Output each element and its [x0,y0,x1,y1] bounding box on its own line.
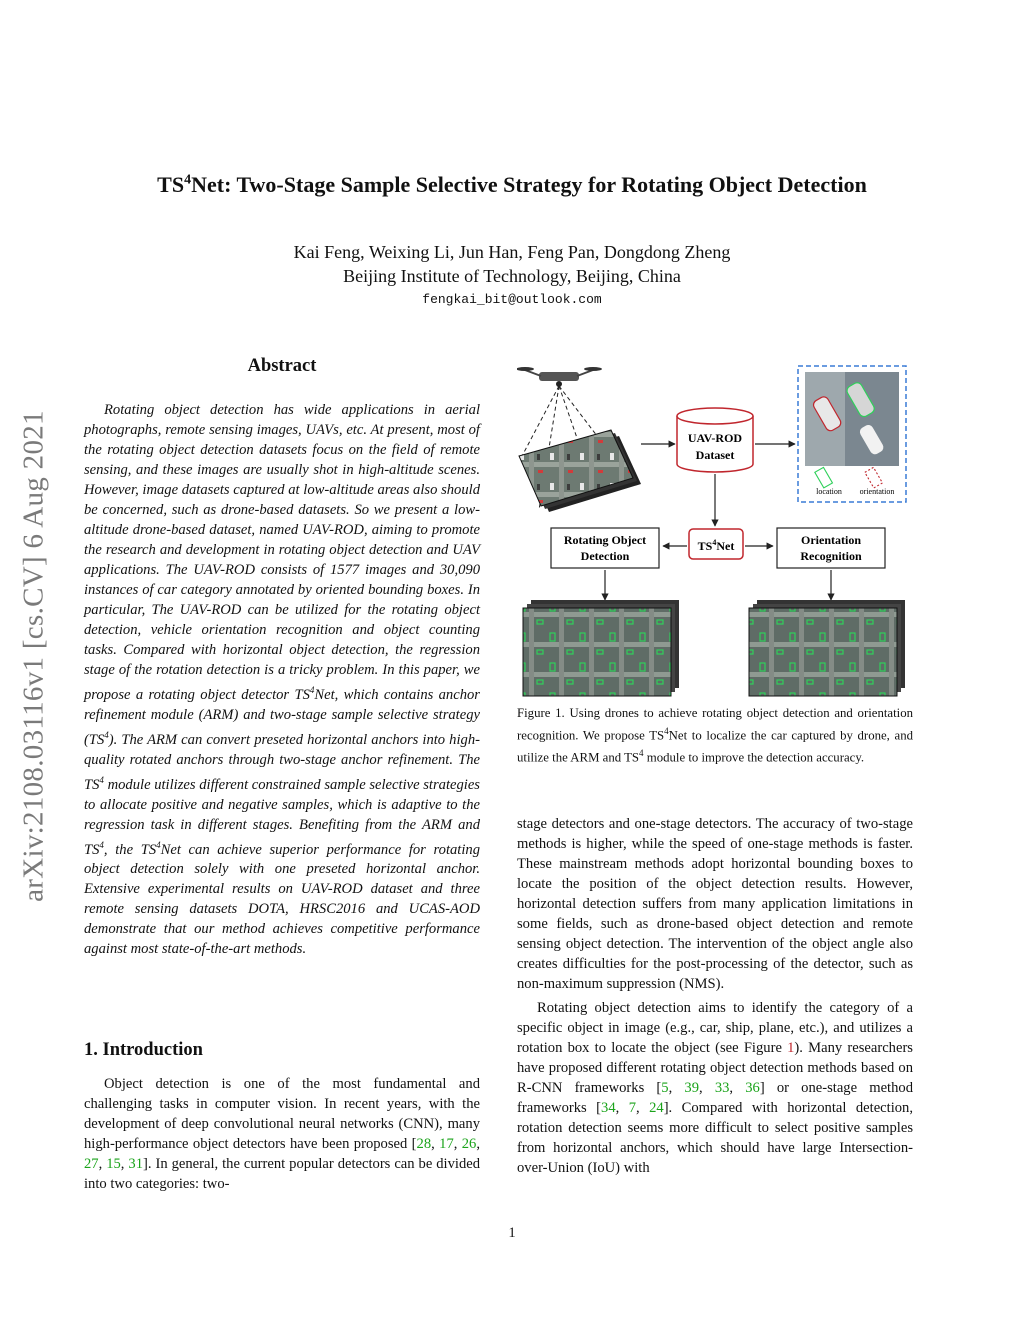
author-list: Kai Feng, Weixing Li, Jun Han, Feng Pan, Dongdong Zheng [293,242,731,262]
rod-label-line2: Detection [580,549,630,563]
citation-link[interactable]: 36 [745,1080,760,1096]
abstract-text-3: ). The ARM can convert preseted horizontal anchors into high-quality rotated anchors through two-stage anchor refinement. The TS [84,731,480,793]
orient-label-line1: Orientation [801,533,861,547]
caption-sup-1: 4 [664,726,669,736]
orientation-result-stack [749,600,905,696]
citation-link[interactable]: 5 [661,1080,669,1096]
caption-text-3: module to improve the detection accuracy. [643,750,865,765]
citation-link[interactable]: 24 [649,1100,664,1116]
tsnet-box [689,529,743,559]
affiliation: Beijing Institute of Technology, Beijing, China [343,266,681,286]
citation-link[interactable]: 28 [416,1136,432,1152]
abstract-text-5: , the TS [103,841,157,858]
title-superscript: 4 [184,172,192,188]
abstract-text-4: module utilizes different constrained sample selective strategies to allocate positive and negative samples, which is adaptive to the regression task in different stages. Benefiting from the ARM and TS [84,776,480,858]
orientation-recognition-box [777,528,885,568]
intro-text-end: ]. In general, the current popular detectors can be divided into two categories: two- [84,1156,481,1192]
sup-2: 4 [104,729,109,740]
tsnet-prefix: TS [697,539,713,553]
citation-link[interactable]: 27 [84,1156,99,1172]
sup-1: 4 [309,685,315,695]
caption-sup-2: 4 [639,748,644,759]
caption-text-2: Net to localize the car captured by drone, and utilize the ARM and TS [517,728,913,765]
detection-result-stack [523,600,679,696]
abstract-text-2: Net, which contains anchor refinement module (ARM) and two-stage sample selective strategy (TS [84,686,480,748]
citation-link[interactable]: 15 [106,1156,121,1172]
author-block [0,240,1024,288]
tsnet-suffix: Net [716,539,735,553]
author-email[interactable]: fengkai_bit@outlook.com [422,292,602,307]
sample-annotation-panel [798,366,906,502]
citation-link[interactable]: 33 [714,1080,730,1096]
body-text: Rotating object detection aims to identify the category of a specific object in image (e.g., car, ship, plane, etc.), and utilizes a rotation box to locate the object (see Figure [517,1000,913,1056]
paper-title [0,172,1024,198]
sup-4: 4 [99,839,104,850]
uav-rod-dataset-cylinder [677,408,753,472]
abstract-body [84,400,480,959]
figure-link[interactable]: 1 [787,1040,795,1056]
abstract-text-6: Net can achieve superior performance for rotating object detection solely with one preseted horizontal anchor. Extensive experimental results on UAV-ROD dataset and three remote sensing datasets DOTA, HRSC2016 and UCAS-AOD demonstrate that our method achieves competitive performance against most state-of-the-art methods. [84,841,480,958]
body-paragraph: stage detectors and one-stage detectors. The accuracy of two-stage methods is higher, while the speed of one-stage methods is faster. These mainstream methods adopt horizontal bounding boxes to locate the position of the object detection results. However, horizontal detection suffers from many application limitations in some fields, such as drone-based object detection and remote sensing object detection. The intervention of the object angle also creates difficulties for the post-processing of the detector, such as non-maximum suppression (NMS). [517,816,913,992]
drone-icon [517,367,602,387]
citation-link[interactable]: 7 [628,1100,636,1116]
orient-label-line2: Recognition [800,549,862,563]
dataset-label-line2: Dataset [695,448,735,462]
citation-link[interactable]: 31 [128,1156,143,1172]
citation-link[interactable]: 26 [461,1136,477,1152]
title-prefix: TS [157,172,185,197]
citation-link[interactable]: 17 [439,1136,454,1152]
title-rest: Net: Two-Stage Sample Selective Strategy for Rotating Object Detection [191,172,867,197]
abstract-text-1: Rotating object detection has wide applications in aerial photographs, remote sensing images, UAVs, etc. At present, most of the rotating object detection datasets focus on the field of remote sensing, and these images are usually shot in high-altitude scenes. However, image datasets captured at low-altitude areas also should be concerned, such as drone-based datasets. So we present a low-altitude drone-based dataset, named UAV-ROD, aiming to promote the research and development in rotating object detection and UAV applications. The UAV-ROD consists of 1577 images and 30,090 instances of car category annotated by oriented bounding boxes. In particular, The UAV-ROD can be utilized for the rotating object detection, vehicle orientation recognition and object counting tasks. Compared with horizontal object detection, the regression stage of the rotation detection is a tricky problem. In this paper, we propose a rotating object detector TS [84,402,480,703]
sup-3: 4 [99,774,104,785]
rod-label-line1: Rotating Object [563,533,647,547]
aerial-image-stack [519,430,641,512]
arxiv-identifier [14,356,54,956]
citation-link[interactable]: 39 [684,1080,699,1096]
sup-5: 4 [156,839,161,850]
dataset-label-line1: UAV-ROD [687,431,743,445]
body-text: ] or one-stage method frameworks [ [517,1080,914,1116]
arxiv-identifier-text: arXiv:2108.03116v1 [cs.CV] 6 Aug 2021 [17,410,50,902]
body-text: ]. Compared with horizontal detection, rotation detection seems more difficult to select positive samples from horizontal anchors, which should have large Intersection-over-Union (IoU) with [517,1100,914,1176]
legend-location: location [816,487,842,496]
rotating-detection-box [551,528,659,568]
legend-orientation: orientation [859,487,895,496]
abstract-paragraph [84,400,480,959]
intro-paragraph: Object detection is one of the most fundamental and challenging tasks in computer vision. In recent years, with the development of deep convolutional neural networks (CNN), many high-performance object detectors have been proposed [28, 17, 26, 27, 15, 31]. In general, the current popular detectors can be divided into two categories: two- [84,1076,481,1192]
abstract-heading: Abstract [247,356,317,376]
body-text: ). Many researchers have proposed different rotating object detection methods based on R-CNN frameworks [ [517,1040,913,1096]
intro-text: Object detection is one of the most fundamental and challenging tasks in computer vision. In recent years, with the development of deep convolutional neural networks (CNN), many high-performance object detectors have been proposed [ [84,1076,480,1152]
figure-1-caption [517,704,913,767]
body-paragraph: Rotating object detection aims to identify the category of a specific object in image (e.g., car, ship, plane, etc.), and utilizes a rotation box to locate the object (see Figure 1). Many researchers have proposed different rotating object detection methods based on R-CNN frameworks [5, 39, 33, 36] or one-stage method frameworks [34, 7, 24]. Compared with horizontal detection, rotation detection seems more difficult to select positive samples from horizontal anchors, which should have large Intersection-over-Union (IoU) with [517,1000,914,1176]
introduction-body [84,1074,480,1194]
section-heading-introduction: 1. Introduction [84,1040,203,1060]
figure-1 [517,360,913,700]
page-number: 1 [508,1225,516,1241]
caption-text-1: Figure 1. Using drones to achieve rotating object detection and orientation recognition. We propose TS [517,706,913,743]
tsnet-sup: 4 [712,538,717,547]
right-column-body [517,814,913,1178]
tsnet-label [698,538,735,553]
citation-link[interactable]: 34 [601,1100,616,1116]
